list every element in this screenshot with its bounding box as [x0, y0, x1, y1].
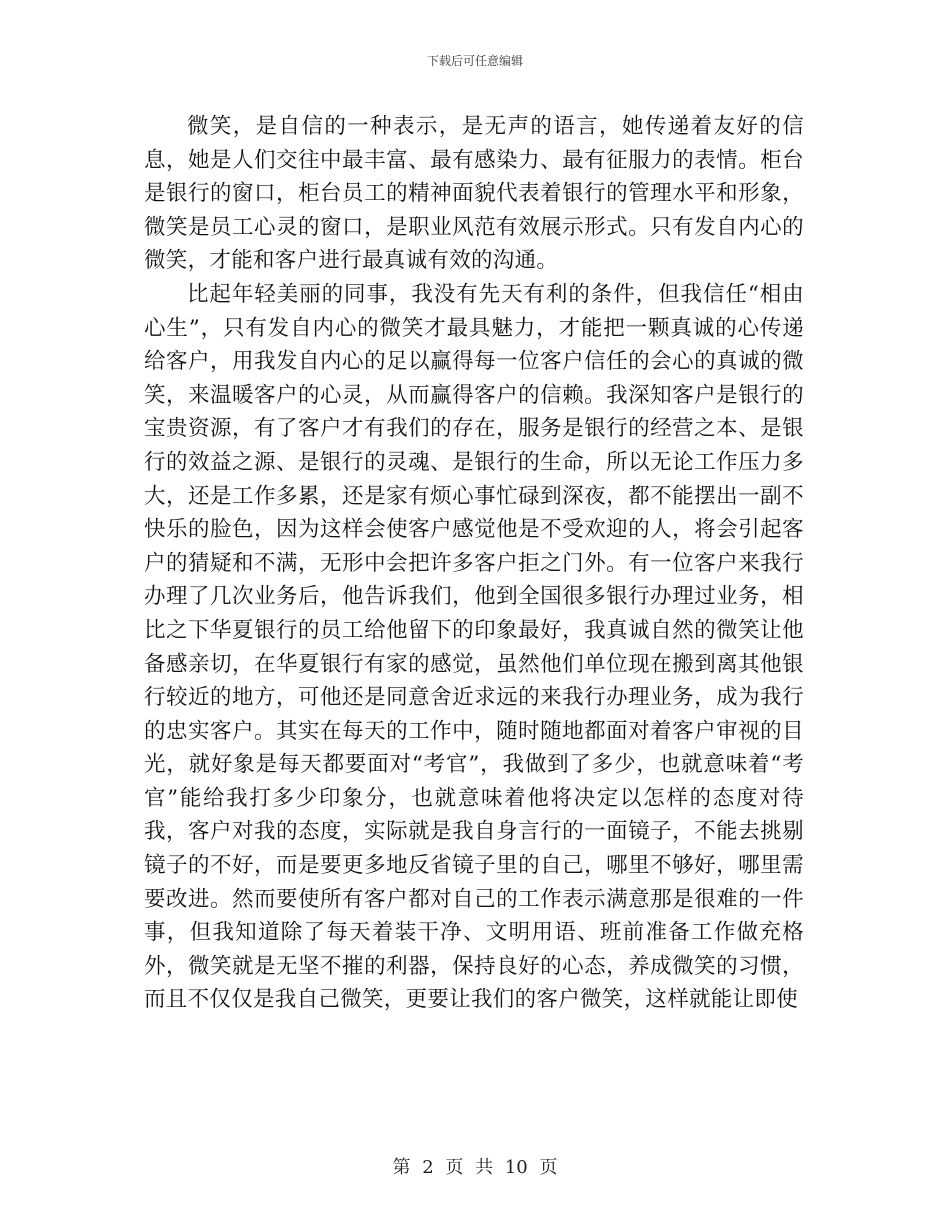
- page-header-note: 下载后可任意编辑: [426, 54, 523, 68]
- document-body: [144, 110, 804, 1017]
- paragraph-2: 比起年轻美丽的同事，我没有先天有利的条件，但我信任“相由心生”，只有发自内心的微笑才最具魅力，才能把一颗真诚的心传递给客户，用我发自内心的足以赢得每一位客户信任的会心的真诚的微笑，来温暖客户的心灵，从而赢得客户的信赖。我深知客户是银行的宝贵资源，有了客户才有我们的存在，服务是银行的经营之本、是银行的效益之源、是银行的灵魂、是银行的生命，所以无论工作压力多大，还是工作多累，还是家有烦心事忙碌到深夜，都不能摆出一副不快乐的脸色，因为这样会使客户感觉他是不受欢迎的人，将会引起客户的猜疑和不满，无形中会把许多客户拒之门外。有一位客户来我行办理了几次业务后，他告诉我们，他到全国很多银行办理过业务，相比之下华夏银行的员工给他留下的印象最好，我真诚自然的微笑让他备感亲切，在华夏银行有家的感觉，虽然他们单位现在搬到离其他银行较近的地方，可他还是同意舍近求远的来我行办理业务，成为我行的忠实客户。其实在每天的工作中，随时随地都面对着客户审视的目光，就好象是每天都要面对“考官”，我做到了多少，也就意味着“考官”能给我打多少印象分，也就意味着他将决定以怎样的态度对待我，客户对我的态度，实际就是我自身言行的一面镜子，不能去挑剔镜子的不好，而是要更多地反省镜子里的自己，哪里不够好，哪里需要改进。然而要使所有客户都对自己的工作表示满意那是很难的一件事，但我知道除了每天着装干净、文明用语、班前准备工作做充格外，微笑就是无坚不摧的利器，保持良好的心态，养成微笑的习惯，而且不仅仅是我自己微笑，更要让我们的客户微笑，这样就能让即使: [144, 281, 804, 1013]
- paragraph-1: 微笑，是自信的一种表示，是无声的语言，她传递着友好的信息，她是人们交往中最丰富、最有感染力、最有征服力的表情。柜台是银行的窗口，柜台员工的精神面貌代表着银行的管理水平和形象，微笑是员工心灵的窗口，是职业风范有效展示形式。只有发自内心的微笑，才能和客户进行最真诚有效的沟通。: [144, 114, 804, 274]
- page-number: 第 2 页 共 10 页: [392, 1157, 558, 1178]
